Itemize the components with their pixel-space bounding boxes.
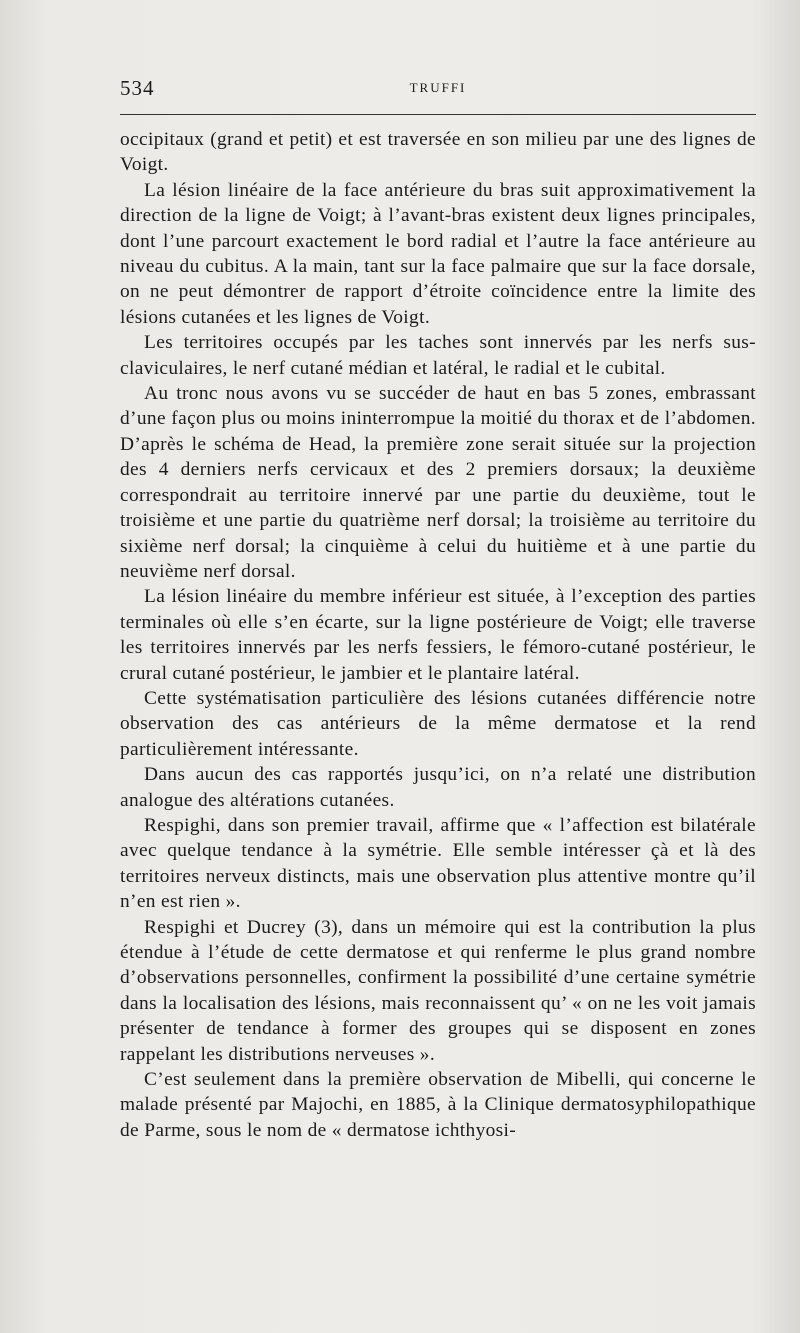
page-header [120,76,756,100]
paragraph: occipitaux (grand et petit) et est traversée en son milieu par une des lignes de Voigt. [120,129,756,176]
running-head: TRUFFI [409,80,467,95]
paragraph: Les territoires occupés par les taches sont innervés par les nerfs sus-claviculaires, le nerf cutané médian et latéral, le radial et le cubital. [120,332,756,379]
paragraph: Respighi, dans son premier travail, affirme que « l’affection est bilatérale avec quelque tendance à la symétrie. Elle semble intéresser çà et là des territoires nerveux distincts, mais une observation plus attentive montre qu’il n’en est rien ». [120,814,756,913]
paragraph: Respighi et Ducrey (3), dans un mémoire qui est la contribution la plus étendue à l’étude de cette dermatose et qui renferme le plus grand nombre d’observations personnelles, confirment la possibilité d’une certaine symétrie dans la localisation des lésions, mais reconnaissent qu’ « on ne les voit jamais présenter de tendance à former des groupes qui se disposent en zones rappelant les distributions nerveuses ». [120,916,756,1065]
paragraph: C’est seulement dans la première observation de Mibelli, qui concerne le malade présenté par Majochi, en 1885, à la Clinique dermatosyphilopathique de Parme, sous le nom de « dermatose ichthyosi- [120,1069,756,1141]
page-number: 534 [120,76,155,100]
paragraph: La lésion linéaire de la face antérieure du bras suit approximativement la direction de la ligne de Voigt; à l’avant-bras existent deux lignes principales, dont l’une parcourt exactement le bord radial et l’autre la face antérieure au niveau du cubitus. A la main, tant sur la face palmaire que sur la face dorsale, on ne peut démontrer de rapport d’étroite coïncidence entre la limite des lésions cutanées et les lignes de Voigt. [120,179,756,328]
paragraph: La lésion linéaire du membre inférieur est située, à l’exception des parties terminales où elle s’en écarte, sur la ligne postérieure de Voigt; elle traverse les territoires innervés par les nerfs fessiers, le fémoro-cutané postérieur, le crural cutané postérieur, le jambier et le plantaire latéral. [120,586,756,684]
paragraph: Dans aucun des cas rapportés jusqu’ici, on n’a relaté une distribution analogue des altérations cutanées. [120,764,756,811]
paragraph: Au tronc nous avons vu se succéder de haut en bas 5 zones, embrassant d’une façon plus ou moins ininterrompue la moitié du thorax et de l’abdomen. D’après le schéma de Head, la première zone serait située sur la projection des 4 derniers nerfs cervicaux et des 2 premiers dorsaux; la deuxième correspondrait au territoire innervé par une partie du deuxième, tout le troisième et une partie du quatrième nerf dorsal; la troisième au territoire du sixième nerf dorsal; la cinquième à celui du huitième et à une partie du neuvième nerf dorsal. [120,383,756,582]
body-text [120,127,756,1143]
header-rule [120,114,756,115]
paragraph: Cette systématisation particulière des lésions cutanées différencie notre observation des cas antérieurs de la même dermatose et la rend particulièrement intéressante. [120,687,756,760]
